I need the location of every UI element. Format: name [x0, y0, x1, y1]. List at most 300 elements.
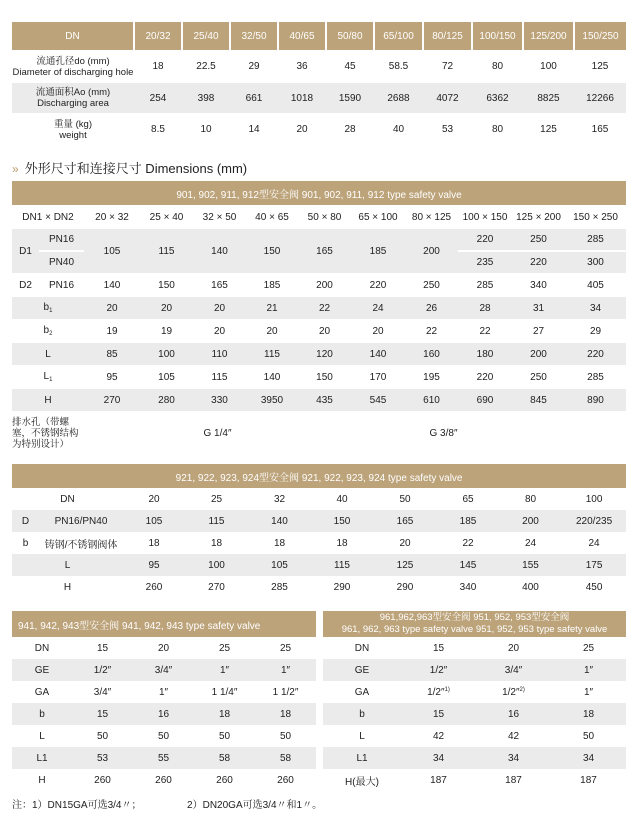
- table-cell: 165: [316, 245, 333, 257]
- table-cell: 150 × 250: [573, 211, 618, 223]
- row-label: b: [39, 708, 45, 720]
- row-sublabel: PN16: [39, 229, 84, 251]
- table-cell: 25: [279, 642, 292, 654]
- table-title-row: [12, 181, 626, 205]
- table-cell: 42: [432, 730, 445, 742]
- table-row: [12, 297, 626, 319]
- dimensions-table-901: [12, 181, 626, 455]
- row-label: L: [359, 730, 365, 742]
- table-cell: 20: [399, 537, 411, 549]
- table-cell: 18: [210, 537, 223, 549]
- table-cell: 4072: [436, 92, 459, 104]
- table-title-row: [323, 611, 626, 637]
- table-cell: 220: [476, 371, 494, 383]
- table-cell: 18: [152, 61, 164, 72]
- header-cell: 150/250: [574, 22, 626, 50]
- table-cell: 1/2″: [93, 664, 112, 676]
- table-cell: 50: [399, 493, 411, 505]
- table-title: 921, 922, 923, 924型安全阀 921, 922, 923, 924 type safety valve: [175, 472, 463, 484]
- table-cell: 200: [423, 245, 440, 257]
- table-cell: 14: [248, 124, 260, 135]
- table-cell: 25: [582, 642, 595, 654]
- table-cell: 285: [565, 229, 626, 251]
- table-cell: 20: [106, 302, 118, 314]
- footnote: [12, 796, 322, 811]
- row-sublabel: 铸钢/不锈钢阀体: [44, 539, 118, 551]
- table-cell: 100: [585, 493, 603, 505]
- dimensions-table-961: [323, 611, 626, 791]
- table-cell: 260: [216, 774, 233, 786]
- table-row: [323, 769, 626, 791]
- table-cell: 200: [522, 515, 539, 527]
- table-cell: 27: [532, 325, 545, 337]
- table-cell: 105: [271, 559, 288, 571]
- table-cell: 34: [432, 752, 445, 764]
- table-cell: 185: [263, 279, 281, 291]
- table-cell: 330: [211, 394, 228, 406]
- row-label: GE: [354, 664, 370, 676]
- table-cell: 187: [430, 774, 447, 786]
- table-cell: 50: [582, 730, 595, 742]
- table-cell: 1″: [158, 686, 169, 698]
- table-cell: 187: [580, 774, 597, 786]
- table-cell: 1 1/2″: [272, 686, 299, 698]
- row-label: D1: [19, 245, 32, 257]
- table-cell: 20 × 32: [95, 211, 129, 223]
- table-row: [323, 703, 626, 725]
- table-cell: 285: [271, 581, 288, 593]
- row-label: L: [39, 730, 45, 742]
- table-cell: 3/4″: [504, 664, 523, 676]
- table-cell: 260: [94, 774, 111, 786]
- table-cell: 115: [211, 371, 228, 383]
- table-title-row: [12, 611, 316, 637]
- table-cell: 15: [96, 642, 109, 654]
- row-label: $b_1$: [43, 302, 53, 314]
- table-row: [12, 488, 626, 510]
- header-cell: 20/32: [134, 22, 182, 50]
- table-cell: 435: [316, 394, 333, 406]
- table-cell: 8.5: [151, 124, 165, 135]
- table-cell: 22: [318, 302, 331, 314]
- performance-table: [12, 22, 626, 146]
- header-dn: DN: [65, 30, 80, 42]
- table-cell: 300: [587, 257, 604, 268]
- table-cell: 545: [369, 394, 387, 406]
- header-cell: 100/150: [472, 22, 523, 50]
- table-cell: 95: [148, 559, 160, 571]
- table-cell: 165: [591, 124, 609, 135]
- table-row: [12, 319, 626, 343]
- table-cell: 115: [264, 348, 280, 360]
- table-cell: 20: [372, 325, 384, 337]
- table-cell: 187: [505, 774, 522, 786]
- table-cell: 40: [392, 124, 405, 135]
- table-cell: 1″: [280, 664, 291, 676]
- table-cell: 260: [145, 581, 163, 593]
- table-cell: 1 1/4″: [211, 686, 238, 698]
- table-header-row: [12, 22, 626, 50]
- table-cell: 25: [210, 493, 223, 505]
- section-title: » 外形尺寸和连接尺寸 Dimensions (mm): [12, 161, 248, 176]
- table-row: [12, 769, 316, 791]
- table-cell: 50: [218, 730, 231, 742]
- row-label: GE: [34, 664, 50, 676]
- header-cell: 50/80: [326, 22, 374, 50]
- table-cell: 20: [507, 642, 520, 654]
- row-label: $b_2$: [43, 325, 53, 337]
- table-cell: 170: [369, 371, 387, 383]
- table-row: [323, 637, 626, 659]
- table-cell: 100: [158, 348, 175, 360]
- table-cell: 16: [157, 708, 170, 720]
- table-cell: 22: [425, 325, 438, 337]
- table-cell: 140: [271, 515, 288, 527]
- table-cell: 340: [530, 279, 547, 291]
- row-label: H: [63, 581, 72, 593]
- table-cell: 200: [316, 279, 333, 291]
- table-cell: 55: [157, 752, 170, 764]
- table-cell: 1″: [219, 664, 230, 676]
- table-row: [12, 205, 626, 229]
- table-cell: 50 × 80: [307, 211, 342, 223]
- table-cell: 260: [277, 774, 294, 786]
- row-label: H(最大): [345, 776, 379, 788]
- row-label: D: [21, 515, 30, 527]
- table-cell: 40 × 65: [255, 211, 289, 223]
- table-cell: 105: [103, 245, 121, 257]
- table-row: [323, 659, 626, 681]
- table-cell: 18: [273, 537, 286, 549]
- table-row: [12, 411, 626, 455]
- table-row: [12, 681, 316, 703]
- table-cell: 254: [149, 92, 167, 104]
- table-row: [12, 659, 316, 681]
- header-cell: 25/40: [182, 22, 230, 50]
- table-cell: 405: [587, 279, 604, 291]
- table-cell: 20: [318, 325, 331, 337]
- drain-value-small: G 1/4″: [203, 427, 232, 439]
- table-cell: 34: [589, 302, 602, 314]
- row-label: L: [45, 348, 51, 360]
- table-cell: 140: [263, 371, 281, 383]
- table-cell: 220: [530, 257, 547, 268]
- table-cell: 140: [369, 348, 387, 360]
- table-row: [323, 681, 626, 703]
- table-cell: 58: [279, 752, 292, 764]
- header-cell: 40/65: [278, 22, 326, 50]
- table-cell: 105: [158, 371, 175, 383]
- drain-value-large: G 3/8″: [429, 427, 458, 439]
- table-cell: 185: [459, 515, 477, 527]
- table-cell: 220/235: [575, 515, 613, 527]
- table-cell: 20: [296, 124, 308, 135]
- header-cell: 65/100: [374, 22, 423, 50]
- row-label: L1: [356, 752, 368, 764]
- row-label: L: [64, 559, 71, 571]
- row-label: DN: [60, 493, 75, 505]
- header-cell: 32/50: [230, 22, 278, 50]
- table-row: [12, 273, 626, 297]
- table-cell: 290: [396, 581, 414, 593]
- table-cell: 150: [263, 245, 281, 257]
- table-cell: 100: [540, 61, 557, 72]
- table-cell: 25 × 40: [149, 211, 184, 223]
- table-row: [12, 554, 626, 576]
- row-label: $L_1$: [43, 371, 53, 383]
- table-cell: 115: [334, 559, 350, 571]
- table-row: [12, 365, 626, 389]
- table-cell: 175: [585, 559, 603, 571]
- table-cell: 36: [296, 61, 308, 72]
- table-cell: 220: [369, 279, 387, 291]
- table-cell: 25: [218, 642, 231, 654]
- table-cell: 18: [148, 537, 160, 549]
- table-row: [12, 83, 626, 113]
- table-cell: 290: [333, 581, 351, 593]
- row-label: DN: [354, 642, 370, 654]
- row-label: 重量 (kg) weight: [53, 118, 92, 141]
- table-cell: 8825: [537, 92, 560, 104]
- table-cell: 1590: [338, 92, 362, 104]
- table-cell: 195: [423, 371, 440, 383]
- table-cell: 1/2″$^{1)}$: [427, 686, 450, 698]
- table-cell: 110: [211, 348, 228, 360]
- table-cell: 20: [157, 642, 170, 654]
- table-cell: 72: [441, 61, 454, 72]
- row-sublabel: PN16/PN40: [54, 515, 108, 527]
- table-cell: 24: [524, 537, 537, 549]
- table-row: [323, 725, 626, 747]
- table-cell: 115: [158, 245, 175, 257]
- table-cell: 160: [423, 348, 440, 360]
- table-cell: 2688: [387, 92, 410, 104]
- table-cell: 150: [333, 515, 351, 527]
- table-cell: 42: [507, 730, 520, 742]
- table-cell: 18: [582, 708, 595, 720]
- table-cell: 3/4″: [93, 686, 112, 698]
- table-title: 961,962,963型安全阀 951, 952, 953型安全阀 961, 962, 963 type safety valve 951, 952, 953 type safety valve: [341, 612, 608, 635]
- table-cell: 690: [476, 394, 494, 406]
- table-cell: 85: [106, 348, 118, 360]
- table-cell: 125: [591, 61, 609, 72]
- table-cell: 200: [530, 348, 547, 360]
- table-row: [12, 703, 316, 725]
- table-cell: 115: [208, 515, 225, 527]
- table-cell: 53: [96, 752, 109, 764]
- table-cell: 80 × 125: [411, 211, 452, 223]
- table-row: [12, 532, 626, 554]
- table-cell: 285: [587, 371, 604, 383]
- table-cell: 18: [336, 537, 348, 549]
- table-cell: 105: [145, 515, 163, 527]
- table-cell: 15: [96, 708, 109, 720]
- table-cell: 150: [316, 371, 333, 383]
- table-cell: 155: [522, 559, 539, 571]
- table-cell: 140: [103, 279, 121, 291]
- table-cell: 20: [148, 493, 160, 505]
- table-cell: 22: [479, 325, 491, 337]
- table-cell: 80: [524, 493, 537, 505]
- table-cell: 80: [491, 61, 504, 72]
- table-cell: 45: [344, 61, 356, 72]
- table-cell: 22: [462, 537, 474, 549]
- table-cell: 280: [158, 394, 175, 406]
- row-label: H: [44, 394, 52, 406]
- row-label: 流通面积Ao (mm) Discharging area: [35, 87, 111, 109]
- table-cell: 58: [218, 752, 231, 764]
- table-title: 941, 942, 943型安全阀 941, 942, 943 type safety valve: [18, 620, 261, 632]
- table-cell: 28: [479, 302, 491, 314]
- table-cell: 125: [540, 124, 557, 135]
- table-cell: 32: [273, 493, 286, 505]
- table-cell: 145: [459, 559, 477, 571]
- table-cell: 340: [459, 581, 477, 593]
- table-row: [12, 50, 626, 83]
- table-cell: 16: [507, 708, 520, 720]
- table-cell: 40: [336, 493, 348, 505]
- table-row: [12, 113, 626, 146]
- double-chevron-icon: »: [12, 162, 19, 176]
- table-title-row: [12, 464, 626, 488]
- table-cell: 100 × 150: [462, 211, 508, 223]
- table-cell: 32 × 50: [202, 211, 237, 223]
- table-cell: 26: [425, 302, 438, 314]
- header-cell: 125/200: [523, 22, 574, 50]
- table-cell: 10: [200, 124, 212, 135]
- table-title: 901, 902, 911, 912型安全阀 901, 902, 911, 912 type safety valve: [176, 189, 462, 201]
- table-cell: 29: [589, 325, 602, 337]
- table-cell: 165: [396, 515, 414, 527]
- table-cell: 50: [157, 730, 170, 742]
- table-cell: 20: [213, 325, 226, 337]
- table-row: [12, 343, 626, 365]
- table-cell: 250: [512, 229, 565, 251]
- table-cell: 3/4″: [154, 664, 173, 676]
- table-cell: 450: [585, 581, 603, 593]
- table-cell: 20: [213, 302, 226, 314]
- row-label: b: [22, 537, 29, 549]
- table-cell: 15: [432, 708, 445, 720]
- table-cell: 31: [532, 302, 545, 314]
- table-cell: 34: [507, 752, 520, 764]
- table-cell: 120: [316, 348, 333, 360]
- table-row: [12, 389, 626, 411]
- table-cell: 140: [211, 245, 228, 257]
- table-cell: 6362: [486, 92, 509, 104]
- table-cell: 58.5: [388, 61, 409, 72]
- table-cell: 29: [248, 61, 260, 72]
- table-cell: 65 × 100: [358, 211, 398, 223]
- table-cell: 3950: [260, 394, 284, 406]
- table-cell: 80: [491, 124, 504, 135]
- row-sublabel: PN16: [48, 279, 74, 291]
- table-cell: 260: [155, 774, 172, 786]
- table-cell: 22.5: [196, 61, 216, 72]
- table-cell: 1/2″$^{2)}$: [502, 686, 525, 698]
- table-cell: 890: [587, 394, 604, 406]
- table-cell: 165: [211, 279, 228, 291]
- table-cell: 20: [266, 325, 278, 337]
- dimensions-table-921: [12, 464, 626, 598]
- table-cell: 845: [530, 394, 547, 406]
- table-cell: 1018: [290, 92, 314, 104]
- table-cell: 24: [588, 537, 600, 549]
- table-cell: 50: [96, 730, 109, 742]
- table-cell: 18: [218, 708, 231, 720]
- table-cell: 400: [522, 581, 539, 593]
- table-cell: 125 × 200: [516, 211, 561, 223]
- table-cell: 19: [160, 325, 173, 337]
- table-cell: 220: [458, 229, 512, 251]
- table-row: [12, 576, 626, 598]
- footnote-part-1: 注：1）DN15GA可选3/4〃；: [12, 800, 142, 811]
- row-label: D2: [19, 279, 32, 291]
- table-cell: 250: [530, 371, 547, 383]
- table-row: [12, 747, 316, 769]
- table-cell: 250: [423, 279, 440, 291]
- row-label: b: [359, 708, 365, 720]
- table-row: [12, 510, 626, 532]
- table-cell: 220: [587, 348, 604, 360]
- table-cell: 100: [208, 559, 225, 571]
- dimensions-table-941: [12, 611, 316, 791]
- row-label: 流通孔径do (mm) Diameter of discharging hole: [12, 55, 134, 78]
- table-row: [12, 637, 316, 659]
- table-cell: 24: [372, 302, 384, 314]
- footnote-part-2: 2）DN20GA可选3/4〃和1〃。: [187, 800, 323, 811]
- table-cell: 1″: [583, 664, 594, 676]
- header-cell: 80/125: [423, 22, 472, 50]
- table-cell: 18: [279, 708, 292, 720]
- table-cell: 50: [279, 730, 292, 742]
- table-cell: 21: [266, 302, 278, 314]
- row-label: GA: [34, 686, 50, 698]
- table-cell: 180: [476, 348, 494, 360]
- table-cell: 28: [344, 124, 356, 135]
- table-cell: 95: [106, 371, 118, 383]
- table-cell: 20: [160, 302, 173, 314]
- table-row: [12, 229, 626, 251]
- table-cell: 185: [369, 245, 387, 257]
- table-cell: 398: [197, 92, 215, 104]
- row-label: L1: [36, 752, 48, 764]
- row-label: H: [38, 774, 46, 786]
- table-cell: 53: [441, 124, 454, 135]
- row-label: DN: [34, 642, 50, 654]
- row-label: DN1 × DN2: [22, 211, 74, 223]
- table-cell: 125: [396, 559, 414, 571]
- table-cell: 270: [103, 394, 121, 406]
- row-label: GA: [354, 686, 370, 698]
- table-cell: 285: [476, 279, 494, 291]
- table-cell: 19: [106, 325, 118, 337]
- table-row: [12, 725, 316, 747]
- table-cell: 235: [476, 257, 494, 268]
- table-cell: 15: [432, 642, 445, 654]
- table-row: [323, 747, 626, 769]
- table-cell: 610: [423, 394, 440, 406]
- table-cell: 150: [158, 279, 175, 291]
- row-sublabel: PN40: [48, 257, 74, 268]
- table-cell: 34: [582, 752, 595, 764]
- table-cell: 12266: [586, 92, 614, 104]
- table-cell: 65: [462, 493, 474, 505]
- table-cell: 270: [208, 581, 225, 593]
- table-cell: 1/2″: [429, 664, 448, 676]
- table-cell: 661: [245, 92, 263, 104]
- table-cell: 1″: [583, 686, 594, 698]
